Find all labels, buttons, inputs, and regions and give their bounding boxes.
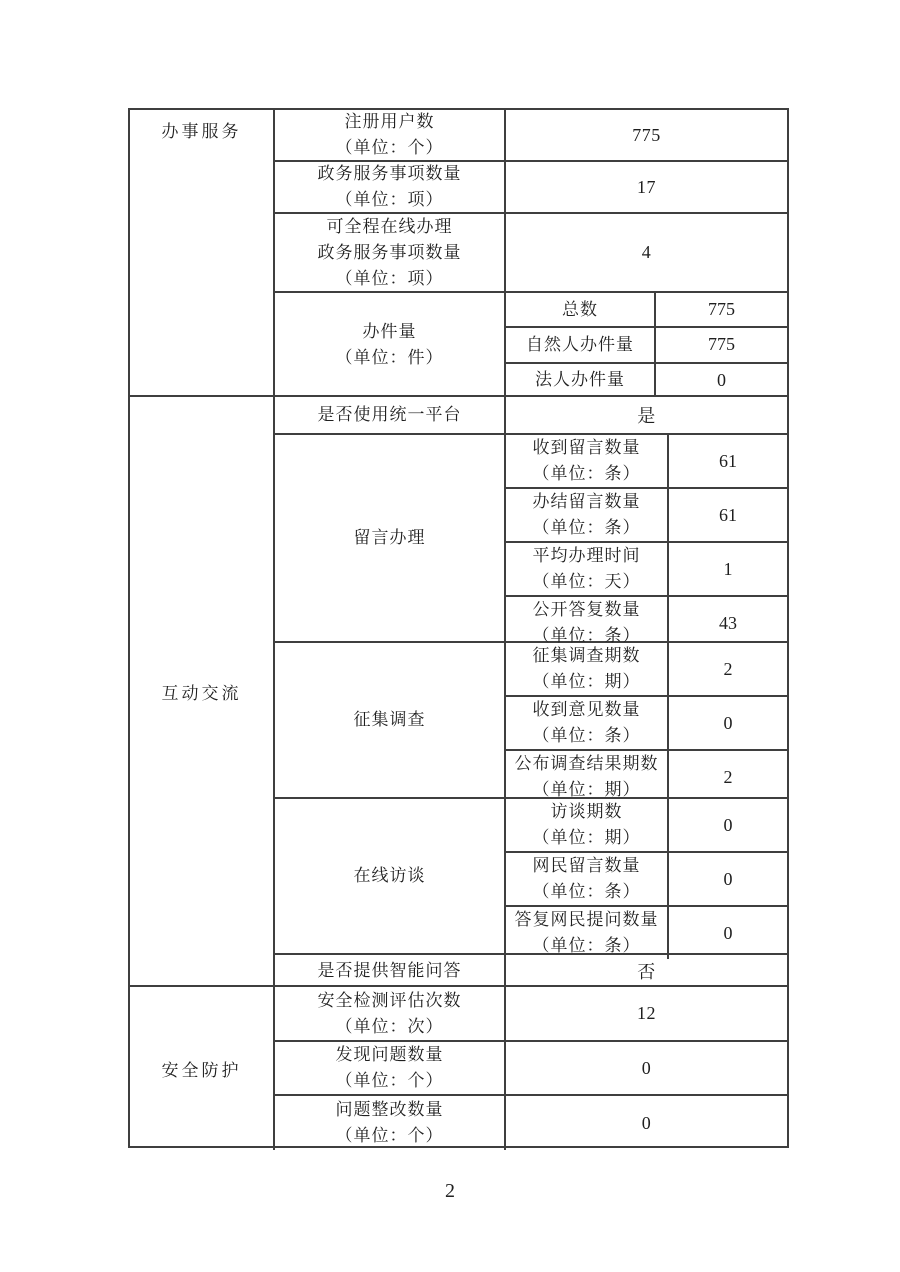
group-label: 征集调查 — [353, 710, 426, 729]
metric-value: 4 — [641, 242, 652, 262]
metric-value: 0 — [641, 1112, 652, 1133]
category-cell-security: 安全防护 — [130, 987, 275, 1150]
submetric-unit: （单位：条） — [532, 882, 641, 901]
table-subrow — [506, 697, 787, 751]
metric-label-cell — [275, 1042, 506, 1094]
table-row-group-banjianliang — [275, 293, 787, 397]
metric-label-cell — [275, 955, 506, 987]
submetric-label: 网民留言数量 — [532, 856, 641, 875]
submetric-value: 1 — [723, 558, 733, 579]
metric-label-cell — [275, 214, 506, 291]
category-cell-service: 办事服务 — [130, 110, 275, 395]
submetric-value: 0 — [717, 369, 726, 390]
table-subrow — [506, 543, 787, 597]
group-label-cell — [275, 435, 506, 641]
table-row — [275, 987, 787, 1042]
metric-label-cell — [275, 1096, 506, 1150]
section-security-body — [275, 987, 787, 1150]
submetric-label-cell — [506, 435, 669, 487]
table-subrow — [506, 364, 787, 397]
subrows — [506, 799, 787, 953]
submetric-value: 2 — [723, 658, 733, 679]
submetric-label-cell — [506, 597, 669, 649]
table-subrow — [506, 435, 787, 489]
submetric-value: 0 — [723, 814, 733, 835]
metric-value: 是 — [637, 406, 656, 426]
table-row-group-zaixianfangtan — [275, 799, 787, 955]
section-interaction-body — [275, 397, 787, 985]
submetric-label-cell — [506, 907, 669, 959]
table-subrow — [506, 293, 787, 328]
section-security — [130, 987, 787, 1150]
submetric-unit: （单位：条） — [532, 936, 641, 955]
submetric-unit: （单位：条） — [532, 626, 641, 645]
table-subrow — [506, 853, 787, 907]
group-unit: （单位：件） — [335, 348, 444, 367]
submetric-label-cell — [506, 799, 669, 851]
metric-value: 17 — [637, 176, 656, 197]
submetric-unit: （单位：条） — [532, 518, 641, 537]
table-row-group-liuyanbanli — [275, 435, 787, 643]
submetric-unit: （单位：条） — [532, 464, 641, 483]
submetric-label-cell — [506, 643, 669, 695]
submetric-label: 公开答复数量 — [532, 600, 641, 619]
table-subrow — [506, 597, 787, 649]
table-subrow — [506, 489, 787, 543]
table-row — [275, 214, 787, 293]
submetric-label: 公布调查结果期数 — [514, 754, 659, 773]
submetric-label-cell — [506, 853, 669, 905]
group-label-cell — [275, 293, 506, 397]
page-number: 2 — [445, 1180, 455, 1202]
table-subrow — [506, 643, 787, 697]
group-label: 办件量 — [362, 322, 417, 341]
submetric-label: 收到留言数量 — [532, 438, 641, 457]
submetric-unit: （单位：期） — [532, 828, 641, 847]
submetric-label: 办结留言数量 — [532, 492, 641, 511]
subrows — [506, 643, 787, 797]
metric-label: 政务服务事项数量 — [317, 164, 462, 183]
section-service-body — [275, 110, 787, 395]
subrows — [506, 293, 787, 397]
submetric-label: 收到意见数量 — [532, 700, 641, 719]
submetric-label: 答复网民提问数量 — [514, 910, 659, 929]
metric-label: 注册用户数 — [344, 112, 435, 131]
submetric-unit: （单位：条） — [532, 726, 641, 745]
metric-label: 问题整改数量 — [335, 1100, 444, 1119]
metric-label-cell — [275, 397, 506, 433]
metric-value: 否 — [637, 962, 656, 982]
group-label-cell — [275, 799, 506, 953]
stats-table — [128, 108, 789, 1148]
group-label: 留言办理 — [353, 528, 426, 547]
table-row — [275, 110, 787, 162]
submetric-value: 0 — [723, 922, 733, 943]
submetric-value: 0 — [723, 712, 733, 733]
table-row — [275, 955, 787, 987]
metric-label: 可全程在线办理 — [326, 216, 453, 236]
submetric-label: 自然人办件量 — [506, 328, 656, 361]
metric-label: 是否提供智能问答 — [317, 961, 462, 980]
table-subrow — [506, 751, 787, 803]
submetric-label: 征集调查期数 — [532, 646, 641, 665]
metric-value: 12 — [637, 1003, 656, 1023]
metric-label-cell — [275, 162, 506, 212]
metric-unit: （单位：项） — [335, 268, 444, 288]
metric-label-cell — [275, 987, 506, 1040]
submetric-unit: （单位：期） — [532, 780, 641, 799]
submetric-value: 61 — [719, 504, 737, 525]
category-cell-interaction: 互动交流 — [130, 397, 275, 985]
submetric-label: 访谈期数 — [550, 802, 623, 821]
submetric-label-cell — [506, 489, 669, 541]
metric-unit: （单位：个） — [335, 1071, 444, 1090]
subrows — [506, 435, 787, 645]
metric-value: 0 — [641, 1057, 652, 1078]
submetric-value: 2 — [723, 766, 733, 787]
table-row — [275, 1096, 787, 1150]
table-subrow — [506, 328, 787, 363]
submetric-value: 0 — [723, 868, 733, 889]
metric-label: 政务服务事项数量 — [317, 242, 462, 262]
submetric-label-cell — [506, 751, 669, 803]
metric-unit: （单位：次） — [335, 1016, 444, 1036]
metric-label: 是否使用统一平台 — [317, 405, 462, 424]
table-row — [275, 162, 787, 214]
submetric-label: 法人办件量 — [506, 364, 656, 397]
submetric-value: 43 — [719, 612, 737, 633]
metric-unit: （单位：个） — [335, 1126, 444, 1145]
submetric-unit: （单位：天） — [532, 572, 641, 591]
submetric-label-cell — [506, 543, 669, 595]
submetric-label-cell — [506, 697, 669, 749]
table-subrow — [506, 907, 787, 959]
metric-unit: （单位：个） — [335, 138, 444, 157]
submetric-value: 61 — [719, 450, 737, 471]
metric-label: 安全检测评估次数 — [317, 990, 462, 1010]
submetric-value: 775 — [708, 334, 735, 355]
group-label-cell — [275, 643, 506, 797]
table-row — [275, 1042, 787, 1096]
group-label: 在线访谈 — [353, 866, 426, 885]
submetric-unit: （单位：期） — [532, 672, 641, 691]
section-service — [130, 110, 787, 397]
table-subrow — [506, 799, 787, 853]
metric-unit: （单位：项） — [335, 190, 444, 209]
metric-label: 发现问题数量 — [335, 1045, 444, 1064]
submetric-value: 775 — [708, 299, 735, 320]
table-row — [275, 397, 787, 435]
section-interaction — [130, 397, 787, 987]
submetric-label: 总数 — [506, 293, 656, 326]
metric-value: 775 — [632, 124, 661, 145]
submetric-label: 平均办理时间 — [532, 546, 641, 565]
metric-label-cell — [275, 110, 506, 160]
table-row-group-zhengjidiaocha — [275, 643, 787, 799]
